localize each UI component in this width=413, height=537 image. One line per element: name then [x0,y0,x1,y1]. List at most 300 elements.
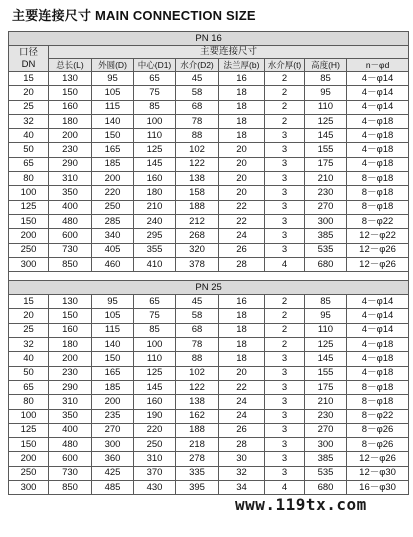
value-cell: 300 [305,214,347,228]
table-row [9,243,409,257]
value-cell: 385 [305,452,347,466]
value-cell: 110 [305,323,347,337]
value-cell: 335 [176,466,219,480]
value-cell: 20 [219,366,265,380]
value-cell: 125 [305,338,347,352]
value-cell: 24 [219,395,265,409]
value-cell: 180 [134,186,176,200]
value-cell: 3 [265,229,305,243]
dn-cell: 15 [9,295,49,309]
value-cell: 212 [176,214,219,228]
value-cell: 24 [219,409,265,423]
dn-cell: 40 [9,129,49,143]
value-cell: 350 [49,186,92,200]
value-cell: 268 [176,229,219,243]
value-cell: 4－φ14 [347,309,409,323]
table-row [9,100,409,114]
value-cell: 210 [305,395,347,409]
value-cell: 230 [305,409,347,423]
pressure-rating-label: PN 16 [9,32,409,46]
value-cell: 480 [49,438,92,452]
table-row [9,229,409,243]
dn-cell: 100 [9,409,49,423]
pressure-band-row [9,32,409,46]
value-cell: 4－φ14 [347,100,409,114]
value-cell: 160 [49,323,92,337]
value-cell: 310 [49,395,92,409]
value-cell: 150 [92,129,134,143]
table-row [9,309,409,323]
value-cell: 3 [265,243,305,257]
value-cell: 18 [219,114,265,128]
value-cell: 110 [134,352,176,366]
dn-cell: 200 [9,452,49,466]
value-cell: 4－φ14 [347,72,409,86]
table-row [9,143,409,157]
value-cell: 115 [92,100,134,114]
value-cell: 3 [265,438,305,452]
value-cell: 65 [134,72,176,86]
dn-cell: 300 [9,481,49,495]
table-row [9,323,409,337]
dn-cell: 20 [9,309,49,323]
value-cell: 20 [219,143,265,157]
value-cell: 102 [176,143,219,157]
dn-cell: 40 [9,352,49,366]
table-row [9,214,409,228]
value-cell: 2 [265,114,305,128]
value-cell: 130 [49,295,92,309]
value-cell: 125 [134,143,176,157]
header-row-group [9,46,409,59]
value-cell: 12－φ22 [347,229,409,243]
dn-cell: 65 [9,380,49,394]
value-cell: 185 [92,380,134,394]
dn-cell: 150 [9,438,49,452]
value-cell: 12－φ26 [347,243,409,257]
column-header: 法兰厚(b) [219,59,265,72]
dn-cell: 250 [9,466,49,480]
table-row [9,257,409,271]
value-cell: 3 [265,366,305,380]
value-cell: 680 [305,257,347,271]
value-cell: 400 [49,423,92,437]
dn-cell: 80 [9,395,49,409]
value-cell: 18 [219,129,265,143]
value-cell: 102 [176,366,219,380]
value-cell: 138 [176,395,219,409]
value-cell: 18 [219,352,265,366]
value-cell: 360 [92,452,134,466]
value-cell: 32 [219,466,265,480]
value-cell: 4－φ14 [347,323,409,337]
value-cell: 2 [265,72,305,86]
column-header: 水介(D2) [176,59,219,72]
column-header: 中心(D1) [134,59,176,72]
value-cell: 480 [49,214,92,228]
value-cell: 320 [176,243,219,257]
value-cell: 4 [265,257,305,271]
value-cell: 34 [219,481,265,495]
value-cell: 68 [176,323,219,337]
table-row [9,423,409,437]
value-cell: 20 [219,157,265,171]
value-cell: 3 [265,157,305,171]
value-cell: 180 [49,114,92,128]
value-cell: 385 [305,229,347,243]
value-cell: 85 [305,72,347,86]
value-cell: 200 [49,352,92,366]
value-cell: 138 [176,172,219,186]
value-cell: 4－φ18 [347,143,409,157]
value-cell: 18 [219,86,265,100]
value-cell: 250 [134,438,176,452]
value-cell: 290 [49,380,92,394]
value-cell: 730 [49,466,92,480]
value-cell: 190 [134,409,176,423]
value-cell: 4－φ18 [347,129,409,143]
pressure-rating-label: PN 25 [9,281,409,295]
value-cell: 3 [265,380,305,394]
value-cell: 850 [49,257,92,271]
value-cell: 3 [265,143,305,157]
value-cell: 150 [49,309,92,323]
value-cell: 485 [92,481,134,495]
value-cell: 110 [305,100,347,114]
table-row [9,466,409,480]
value-cell: 310 [49,172,92,186]
value-cell: 350 [49,409,92,423]
value-cell: 278 [176,452,219,466]
value-cell: 410 [134,257,176,271]
column-header: 总长(L) [49,59,92,72]
table-row [9,481,409,495]
value-cell: 18 [219,100,265,114]
dn-cell: 125 [9,200,49,214]
value-cell: 220 [92,186,134,200]
value-cell: 140 [92,338,134,352]
table-row [9,395,409,409]
table-row [9,157,409,171]
value-cell: 355 [134,243,176,257]
value-cell: 680 [305,481,347,495]
value-cell: 3 [265,466,305,480]
value-cell: 3 [265,409,305,423]
value-cell: 8－φ22 [347,409,409,423]
value-cell: 3 [265,186,305,200]
value-cell: 600 [49,452,92,466]
value-cell: 175 [305,157,347,171]
value-cell: 58 [176,86,219,100]
value-cell: 285 [92,214,134,228]
value-cell: 145 [134,380,176,394]
value-cell: 8－φ18 [347,200,409,214]
value-cell: 85 [305,295,347,309]
value-cell: 165 [92,143,134,157]
value-cell: 250 [92,200,134,214]
value-cell: 235 [92,409,134,423]
value-cell: 125 [134,366,176,380]
value-cell: 16 [219,72,265,86]
value-cell: 3 [265,214,305,228]
value-cell: 310 [134,452,176,466]
value-cell: 8－φ22 [347,214,409,228]
section-gap [9,272,409,281]
table-row [9,200,409,214]
value-cell: 150 [49,86,92,100]
value-cell: 3 [265,129,305,143]
value-cell: 300 [305,438,347,452]
value-cell: 105 [92,86,134,100]
value-cell: 290 [49,157,92,171]
value-cell: 85 [134,323,176,337]
value-cell: 4 [265,481,305,495]
value-cell: 162 [176,409,219,423]
value-cell: 160 [134,172,176,186]
value-cell: 8－φ18 [347,172,409,186]
table-row [9,438,409,452]
value-cell: 4－φ18 [347,352,409,366]
value-cell: 3 [265,423,305,437]
value-cell: 30 [219,452,265,466]
value-cell: 100 [134,338,176,352]
dn-cell: 50 [9,366,49,380]
table-row [9,295,409,309]
value-cell: 160 [134,395,176,409]
value-cell: 220 [134,423,176,437]
value-cell: 2 [265,100,305,114]
value-cell: 160 [49,100,92,114]
dn-cell: 15 [9,72,49,86]
value-cell: 270 [305,423,347,437]
dn-cell: 32 [9,338,49,352]
table-row [9,366,409,380]
section-gap-cell [9,272,409,281]
dn-cell: 80 [9,172,49,186]
value-cell: 400 [49,200,92,214]
value-cell: 85 [134,100,176,114]
pressure-band-row [9,281,409,295]
value-cell: 100 [134,114,176,128]
value-cell: 20 [219,172,265,186]
value-cell: 535 [305,466,347,480]
value-cell: 240 [134,214,176,228]
value-cell: 145 [305,352,347,366]
value-cell: 535 [305,243,347,257]
dn-cell: 65 [9,157,49,171]
value-cell: 130 [49,72,92,86]
value-cell: 4－φ14 [347,295,409,309]
value-cell: 65 [134,295,176,309]
dn-cell: 200 [9,229,49,243]
value-cell: 2 [265,86,305,100]
value-cell: 188 [176,200,219,214]
value-cell: 200 [92,172,134,186]
value-cell: 28 [219,257,265,271]
connection-size-table [8,31,409,495]
value-cell: 850 [49,481,92,495]
value-cell: 3 [265,172,305,186]
dn-cell: 32 [9,114,49,128]
value-cell: 95 [92,72,134,86]
value-cell: 26 [219,423,265,437]
value-cell: 4－φ18 [347,366,409,380]
value-cell: 4－φ18 [347,114,409,128]
value-cell: 125 [305,114,347,128]
page-title: 主要连接尺寸 MAIN CONNECTION SIZE [12,8,256,23]
value-cell: 158 [176,186,219,200]
value-cell: 12－φ26 [347,257,409,271]
column-header: n－φd [347,59,409,72]
value-cell: 150 [92,352,134,366]
value-cell: 270 [92,423,134,437]
value-cell: 45 [176,72,219,86]
value-cell: 145 [305,129,347,143]
watermark: www.119tx.com [232,495,370,514]
value-cell: 24 [219,229,265,243]
value-cell: 730 [49,243,92,257]
value-cell: 340 [92,229,134,243]
value-cell: 22 [219,214,265,228]
header-row-columns [9,59,409,72]
value-cell: 2 [265,323,305,337]
value-cell: 200 [49,129,92,143]
dn-cell: 125 [9,423,49,437]
value-cell: 105 [92,309,134,323]
value-cell: 95 [92,295,134,309]
column-header: 外圆(D) [92,59,134,72]
dn-cell: 300 [9,257,49,271]
table-row [9,380,409,394]
dn-cell: 25 [9,323,49,337]
value-cell: 405 [92,243,134,257]
value-cell: 22 [219,200,265,214]
value-cell: 2 [265,309,305,323]
table-row [9,352,409,366]
value-cell: 600 [49,229,92,243]
value-cell: 188 [176,423,219,437]
value-cell: 3 [265,395,305,409]
value-cell: 460 [92,257,134,271]
value-cell: 12－φ30 [347,466,409,480]
value-cell: 18 [219,309,265,323]
value-cell: 95 [305,86,347,100]
value-cell: 95 [305,309,347,323]
value-cell: 218 [176,438,219,452]
value-cell: 4－φ14 [347,86,409,100]
value-cell: 395 [176,481,219,495]
value-cell: 230 [49,143,92,157]
value-cell: 45 [176,295,219,309]
table-row [9,452,409,466]
value-cell: 8－φ18 [347,395,409,409]
dn-cell: 100 [9,186,49,200]
column-header: 高度(H) [305,59,347,72]
value-cell: 185 [92,157,134,171]
value-cell: 140 [92,114,134,128]
value-cell: 75 [134,309,176,323]
value-cell: 230 [305,186,347,200]
value-cell: 155 [305,143,347,157]
value-cell: 110 [134,129,176,143]
value-cell: 75 [134,86,176,100]
value-cell: 378 [176,257,219,271]
value-cell: 210 [305,172,347,186]
dn-cell: 50 [9,143,49,157]
value-cell: 165 [92,366,134,380]
table-row [9,129,409,143]
value-cell: 370 [134,466,176,480]
value-cell: 28 [219,438,265,452]
value-cell: 122 [176,157,219,171]
table-row [9,338,409,352]
value-cell: 3 [265,452,305,466]
value-cell: 175 [305,380,347,394]
value-cell: 16－φ30 [347,481,409,495]
value-cell: 210 [134,200,176,214]
value-cell: 3 [265,200,305,214]
value-cell: 200 [92,395,134,409]
value-cell: 58 [176,309,219,323]
value-cell: 16 [219,295,265,309]
value-cell: 145 [134,157,176,171]
dn-cell: 25 [9,100,49,114]
value-cell: 230 [49,366,92,380]
value-cell: 2 [265,338,305,352]
value-cell: 430 [134,481,176,495]
table-row [9,409,409,423]
value-cell: 8－φ18 [347,380,409,394]
value-cell: 18 [219,338,265,352]
value-cell: 180 [49,338,92,352]
value-cell: 4－φ18 [347,157,409,171]
column-header: 水介厚(t) [265,59,305,72]
value-cell: 22 [219,380,265,394]
table-row [9,186,409,200]
dn-cell: 150 [9,214,49,228]
table-row [9,172,409,186]
value-cell: 115 [92,323,134,337]
value-cell: 2 [265,295,305,309]
value-cell: 155 [305,366,347,380]
value-cell: 78 [176,114,219,128]
value-cell: 295 [134,229,176,243]
dn-cell: 250 [9,243,49,257]
value-cell: 3 [265,352,305,366]
value-cell: 8－φ26 [347,438,409,452]
table-row [9,114,409,128]
main-size-group-header: 主要连接尺寸 [49,46,409,59]
value-cell: 12－φ26 [347,452,409,466]
value-cell: 8－φ26 [347,423,409,437]
value-cell: 270 [305,200,347,214]
value-cell: 8－φ18 [347,186,409,200]
value-cell: 18 [219,323,265,337]
value-cell: 78 [176,338,219,352]
value-cell: 26 [219,243,265,257]
dn-cell: 20 [9,86,49,100]
dn-column-header: 口径 DN [9,46,49,72]
value-cell: 20 [219,186,265,200]
value-cell: 425 [92,466,134,480]
value-cell: 88 [176,352,219,366]
value-cell: 300 [92,438,134,452]
value-cell: 4－φ18 [347,338,409,352]
table-row [9,72,409,86]
value-cell: 122 [176,380,219,394]
table-row [9,86,409,100]
value-cell: 68 [176,100,219,114]
